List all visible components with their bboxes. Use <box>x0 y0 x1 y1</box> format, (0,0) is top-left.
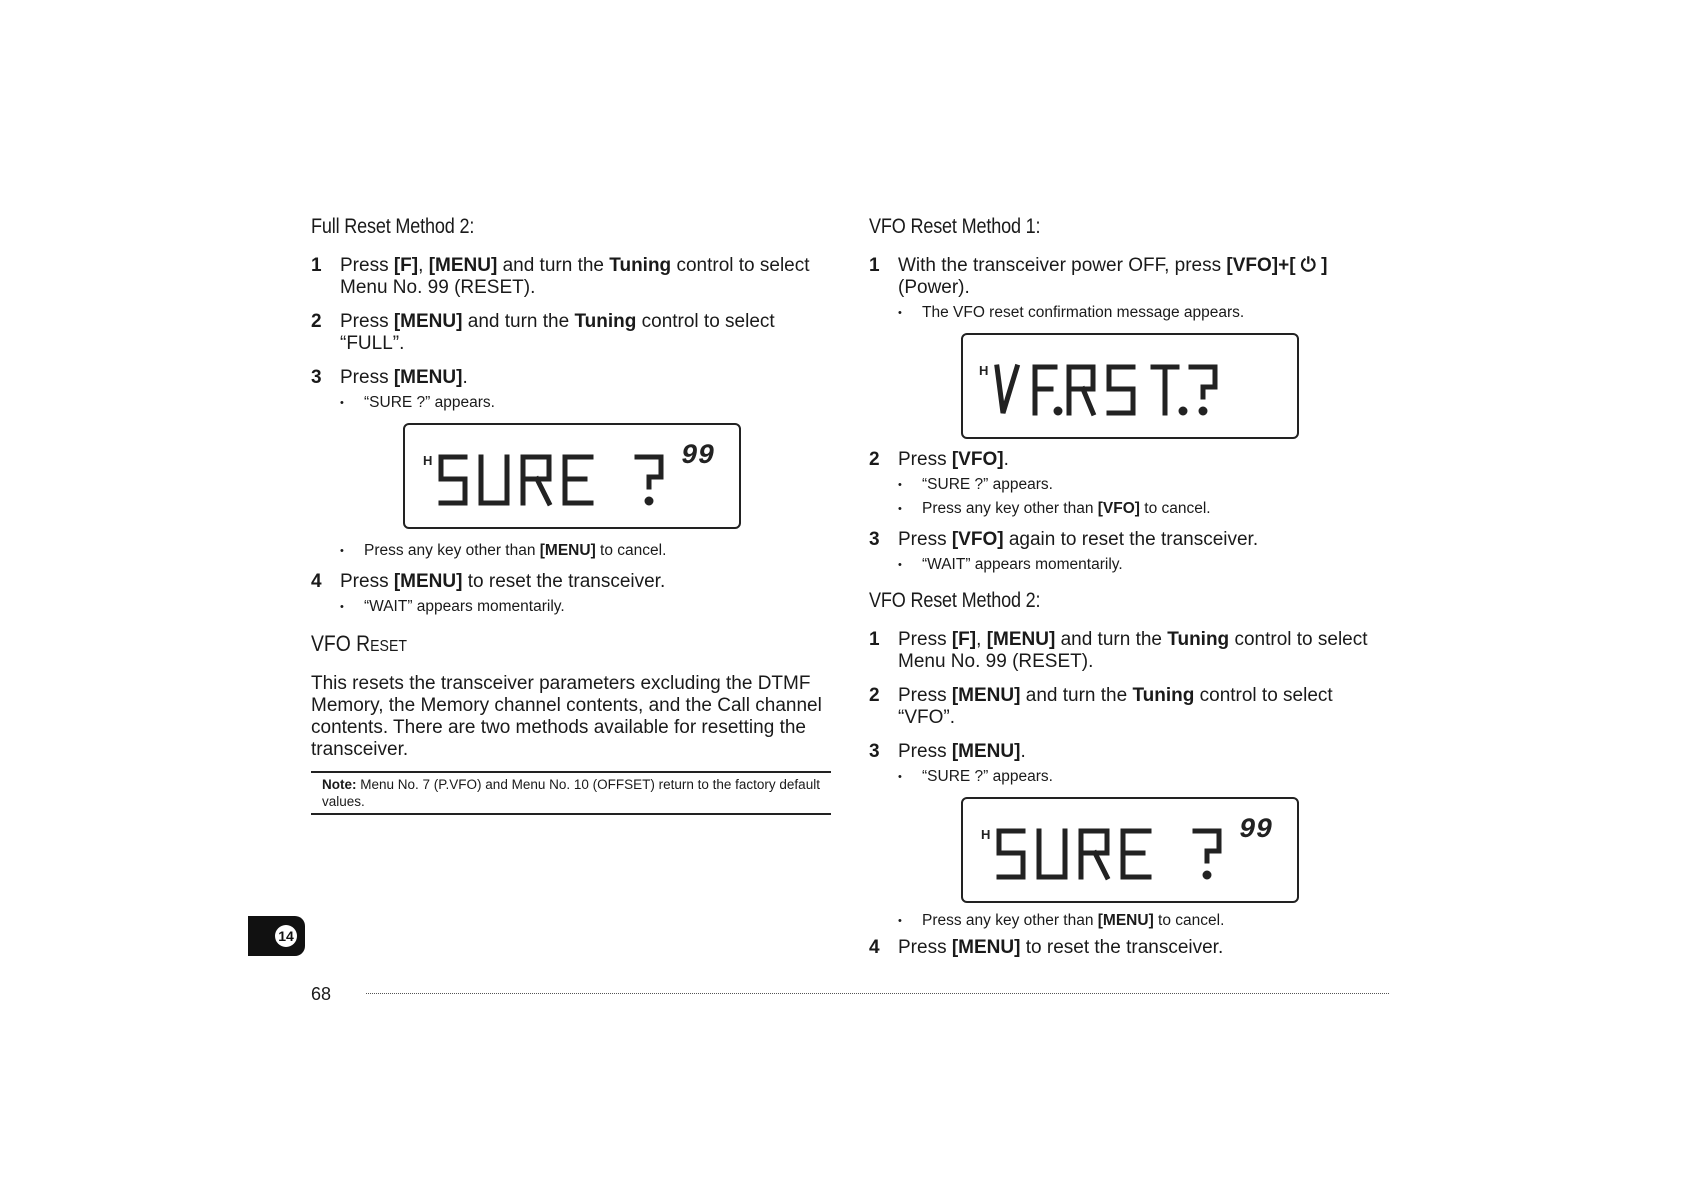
m1-step-1: 1 With the transceiver power OFF, press [VFO]+[ ⏻ ] (Power). <box>869 255 1328 298</box>
right-column <box>869 215 1389 959</box>
tuning-label: Tuning <box>1132 685 1195 706</box>
lcd-display-sure <box>403 423 741 529</box>
lcd-display-vfrst <box>961 333 1299 439</box>
bullet-confirm: • The VFO reset confirmation message appears. <box>898 303 1389 323</box>
step-number: 2 <box>869 449 880 470</box>
page-number: 68 <box>311 984 332 1004</box>
tuning-label: Tuning <box>609 255 672 276</box>
key-menu: [MENU] <box>428 255 498 276</box>
key-menu: [MENU] <box>951 685 1021 706</box>
left-column <box>311 215 831 815</box>
key-menu: [MENU] <box>951 937 1021 958</box>
chapter-badge: 14 <box>275 925 297 947</box>
lcd-segments <box>963 799 1297 901</box>
step-number: 3 <box>311 367 322 388</box>
bullet-sure: • “SURE ?” appears. <box>340 393 831 413</box>
lcd-channel-number: 99 <box>1239 815 1273 846</box>
footer-dotted-rule <box>366 993 1389 994</box>
vfo-reset-method-1-heading: VFO Reset Method 1: <box>869 215 1041 238</box>
step-3: 3 Press [MENU]. <box>311 367 468 388</box>
lcd-display-sure <box>961 797 1299 903</box>
key-menu: [MENU] <box>393 571 463 592</box>
tuning-label: Tuning <box>574 311 637 332</box>
step-number: 2 <box>311 311 322 332</box>
note-text: Menu No. 7 (P.VFO) and Menu No. 10 (OFFSET) return to the factory default values. <box>322 777 820 809</box>
bullet-wait: • “WAIT” appears momentarily. <box>898 555 1389 575</box>
key-vfo: [VFO] <box>1097 500 1140 517</box>
vfo-reset-description: This resets the transceiver parameters excluding the DTMF Memory, the Memory channel contents, and the Call channel contents. There are two methods available for resetting the transceiver. <box>311 673 822 760</box>
step-1: 1 Press [F], [MENU] and turn the Tuning control to select Menu No. 99 (RESET). <box>311 255 810 298</box>
chapter-tab <box>248 916 305 956</box>
key-menu: [MENU] <box>986 629 1056 650</box>
full-reset-method-2-heading: Full Reset Method 2: <box>311 215 475 238</box>
key-menu: [MENU] <box>393 311 463 332</box>
key-f: [F] <box>951 629 977 650</box>
key-menu: [MENU] <box>393 367 463 388</box>
key-vfo: [VFO] <box>951 529 1004 550</box>
vfo-reset-method-2-heading: VFO Reset Method 2: <box>869 589 1041 612</box>
bullet-cancel: • Press any key other than [MENU] to cancel. <box>340 541 831 561</box>
m2-step-4: 4 Press [MENU] to reset the transceiver. <box>869 937 1224 958</box>
tuning-label: Tuning <box>1167 629 1230 650</box>
key-menu: [MENU] <box>951 741 1021 762</box>
step-number: 1 <box>869 255 880 276</box>
bullet-wait: • “WAIT” appears momentarily. <box>340 597 831 617</box>
key-vfo: [VFO] <box>951 449 1004 470</box>
lcd-indicator: H <box>981 827 991 842</box>
step-number: 1 <box>311 255 322 276</box>
lcd-segments <box>963 335 1297 437</box>
step-number: 1 <box>869 629 880 650</box>
key-menu: [MENU] <box>539 542 596 559</box>
m2-step-2: 2 Press [MENU] and turn the Tuning control to select “VFO”. <box>869 685 1333 728</box>
step-number: 4 <box>869 937 880 958</box>
note-box <box>311 771 831 815</box>
step-number: 3 <box>869 741 880 762</box>
bullet-sure: • “SURE ?” appears. <box>898 767 1389 787</box>
bullet-cancel: • Press any key other than [VFO] to cancel. <box>898 499 1389 519</box>
m1-step-3: 3 Press [VFO] again to reset the transceiver. <box>869 529 1259 550</box>
step-number: 4 <box>311 571 322 592</box>
m2-step-1: 1 Press [F], [MENU] and turn the Tuning control to select Menu No. 99 (RESET). <box>869 629 1368 672</box>
step-2: 2 Press [MENU] and turn the Tuning control to select “FULL”. <box>311 311 775 354</box>
lcd-segments <box>405 425 739 527</box>
step-number: 3 <box>869 529 880 550</box>
key-f: [F] <box>393 255 419 276</box>
note-label: Note: <box>322 777 357 792</box>
m1-step-2: 2 Press [VFO]. <box>869 449 1009 470</box>
bullet-sure: • “SURE ?” appears. <box>898 475 1389 495</box>
step-number: 2 <box>869 685 880 706</box>
vfo-reset-section-title: VFO RESET <box>311 631 407 656</box>
lcd-channel-number: 99 <box>681 441 715 472</box>
bullet-cancel: • Press any key other than [MENU] to cancel. <box>898 911 1389 931</box>
step-4: 4 Press [MENU] to reset the transceiver. <box>311 571 666 592</box>
lcd-indicator: H <box>423 453 433 468</box>
key-menu: [MENU] <box>1097 912 1154 929</box>
m2-step-3: 3 Press [MENU]. <box>869 741 1026 762</box>
lcd-indicator: H <box>979 363 989 378</box>
key-vfo-power: [VFO]+[ ⏻ ] <box>1226 255 1328 276</box>
